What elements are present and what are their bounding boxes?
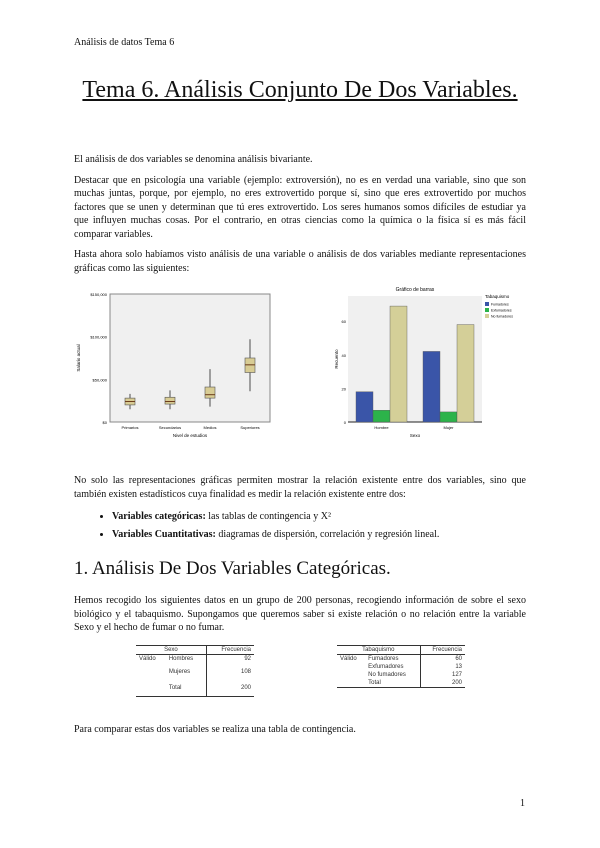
boxplot-chart [72, 282, 272, 442]
y-tick-label: 40 [341, 352, 346, 358]
paragraph: Destacar que en psicología una variable (ejemplo: extroversión), no es en verdad una variable, sino que son muchas juntas, porque, por ejemplo, no eres extrovertido porque sí, sino que eres extrovertido por muchos factores que se unen y determinan que tú eres extrovertido. Los seres humanos somos difíciles de estudiar ya que influyen muchas cosas. Por el contrario, en otras ciencias como la química o la física sí es más fácil comparar variables. [74, 174, 526, 240]
legend-label: No fumadores [491, 314, 513, 319]
page-title: Tema 6. Análisis Conjunto De Dos Variables. [82, 77, 518, 103]
legend-title: Tabaquismo [485, 294, 510, 299]
y-tick-label: 20 [341, 386, 346, 392]
x-axis-label: Nivel de estudios [172, 433, 208, 438]
y-tick-label: $0 [102, 420, 107, 425]
paragraph: Para comparar estas dos variables se realiza una tabla de contingencia. [74, 723, 356, 735]
section-heading: 1. Análisis De Dos Variables Categóricas. [74, 558, 391, 579]
sexo-frequency-table: Sexo Frecuencia Válido Hombres 92 Mujeres 108 Total 200 [136, 645, 254, 698]
bullet-list [74, 508, 526, 544]
legend-swatch [485, 308, 489, 312]
bar-chart [332, 282, 532, 442]
paragraph: El análisis de dos variables se denomina análisis bivariante. [74, 154, 313, 165]
x-axis-label: Sexo [409, 433, 421, 438]
tabaquismo-frequency-table: Tabaquismo Frecuencia Válido Fumadores 60 Exfumadores 13 No fumadores 127 Total 200 [337, 645, 465, 688]
legend-label: Exfumadores [491, 308, 512, 313]
chart-title: Gráfico de barras [395, 287, 435, 293]
document-body [74, 153, 526, 743]
bar [356, 392, 373, 422]
y-tick-label: 0 [343, 420, 346, 425]
bar [440, 412, 457, 422]
x-tick-label: Hombre [374, 425, 389, 430]
page-header: Análisis de datos Tema 6 [74, 37, 175, 48]
y-axis-label: Salario actual [76, 344, 81, 372]
x-tick-label: Superiores [240, 425, 260, 430]
y-tick-label: $150,000 [90, 292, 107, 297]
legend-swatch [485, 302, 489, 306]
x-tick-label: Medios [203, 425, 217, 430]
box [165, 397, 175, 404]
x-tick-label: Primarios [121, 425, 139, 430]
bar [457, 325, 474, 422]
paragraph: Hasta ahora solo habíamos visto análisis de una variable o análisis de dos variables mediante representaciones gráficas como las siguientes: [74, 249, 526, 274]
paragraph: Hemos recogido los siguientes datos en un grupo de 200 personas, recogiendo información de sobre el sexo biológico y el tabaquismo. Supongamos que queremos saber si existe relación o no relación entre la variable Sexo y el hecho de fumar o no fumar. [74, 595, 526, 633]
legend-swatch [485, 314, 489, 318]
box [205, 387, 215, 398]
legend-label: Fumadores [491, 302, 509, 307]
bar [423, 351, 440, 422]
bullet-item: • Variables categóricas: las tablas de contingencia y X² [112, 508, 526, 526]
y-tick-label: $50,000 [92, 377, 107, 383]
bullet-item: • Variables Cuantitativas: diagramas de dispersión, correlación y regresión lineal. [112, 526, 526, 544]
x-tick-label: Mujer [443, 425, 454, 430]
y-axis-label: Recuento [334, 349, 339, 369]
page-number: 1 [520, 798, 525, 809]
bar [390, 306, 407, 422]
paragraph: No solo las representaciones gráficas permiten mostrar la relación existente entre dos variables, sino que también existen estadísticos cuya finalidad es medir la relación existente entre dos: [74, 475, 526, 500]
tables-row [74, 645, 526, 717]
y-tick-label: $100,000 [90, 334, 107, 340]
bar [373, 410, 390, 422]
x-tick-label: Secundarios [158, 425, 182, 430]
charts-row [74, 282, 526, 468]
y-tick-label: 60 [341, 319, 346, 325]
